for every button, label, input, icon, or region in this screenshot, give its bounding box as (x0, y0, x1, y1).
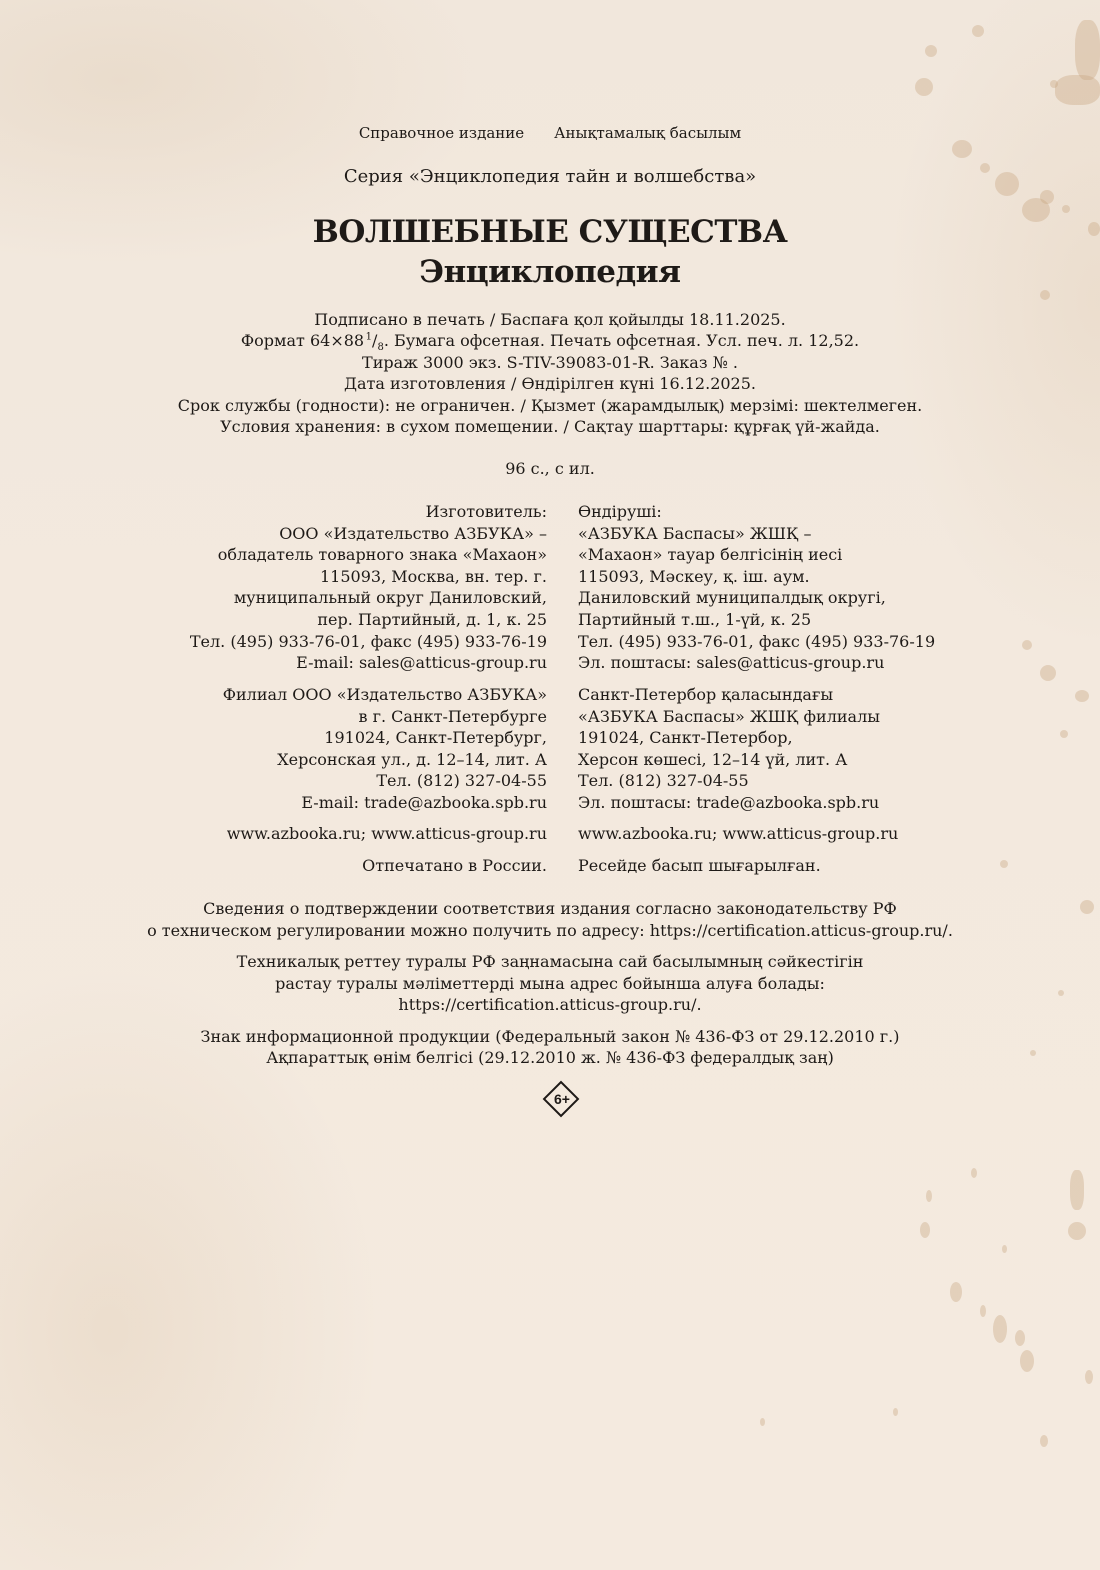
manufacturer-kz-line: «АЗБУКА Баспасы» ЖШҚ – (578, 523, 812, 543)
info-sign-kz: Ақпараттық өнім белгісі (29.12.2010 ж. № 436-ФЗ федералдық заң) (266, 1048, 834, 1067)
format-line: Формат 64×88 $^1/_8$. Бумага офсетная. Печать офсетная. Усл. печ. л. 12,52. (240, 331, 860, 354)
manufacturer-ru-line: пер. Партийный, д. 1, к. 25 (317, 609, 547, 629)
branch-ru-line: Тел. (812) 327-04-55 (376, 771, 547, 791)
branch-ru-line: Херсонская ул., д. 12–14, лит. А (277, 749, 547, 769)
branch-ru-email: E-mail: trade@azbooka.spb.ru (301, 792, 547, 812)
book-subtitle: Энциклопедия (419, 254, 681, 290)
certification-kz-line: Техникалық реттеу туралы РФ заңнамасына сай басылымның сәйкестігін (236, 952, 864, 971)
websites-kz: www.azbooka.ru; www.atticus-group.ru (578, 824, 899, 843)
manufacture-date: Дата изготовления / Өндірілген күні 16.12.2025. (343, 374, 756, 393)
book-title: ВОЛШЕБНЫЕ СУЩЕСТВА (312, 214, 788, 250)
branch-ru-line: 191024, Санкт-Петербург, (324, 728, 547, 748)
manufacturer-kz-line: Өндіруші: (578, 502, 662, 521)
manufacturer-kz (578, 501, 935, 674)
certification-kz-line: растау туралы мәліметтерді мына адрес бойынша алуға болады: (275, 974, 825, 993)
branch-ru-line: в г. Санкт-Петербурге (358, 706, 547, 726)
series-name: Серия «Энциклопедия тайн и волшебства» (343, 166, 757, 187)
format-numerator: 1 (365, 331, 373, 343)
branch-kz-email: Эл. поштасы: trade@azbooka.spb.ru (578, 792, 880, 812)
manufacturer-ru (190, 501, 547, 674)
age-rating-label: 6+ (554, 1091, 570, 1107)
manufacturer-kz-line: «Махаон» тауар белгісінің иесі (578, 545, 843, 565)
branch-kz-line: «АЗБУКА Баспасы» ЖШҚ филиалы (578, 706, 880, 726)
certification-ru-line: Сведения о подтверждении соответствия издания согласно законодательству РФ (203, 899, 897, 918)
certification-ru-line: о техническом регулировании можно получить по адресу: https://certification.atticus-group.ru/. (147, 921, 953, 940)
manufacturer-kz-line: Тел. (495) 933-76-01, факс (495) 933-76-19 (578, 631, 936, 651)
format-prefix: Формат 64×88 (240, 331, 365, 350)
certification-kz-url: https://certification.atticus-group.ru/. (398, 995, 702, 1014)
edition-type-kz: Анықтамалық басылым (554, 124, 742, 142)
printed-in-ru: Отпечатано в России. (362, 856, 547, 875)
info-sign-ru: Знак информационной продукции (Федеральный закон № 436-ФЗ от 29.12.2010 г.) (200, 1027, 900, 1046)
manufacturer-ru-line: Тел. (495) 933-76-01, факс (495) 933-76-19 (189, 631, 547, 651)
manufacturer-ru-email: E-mail: sales@atticus-group.ru (296, 653, 547, 673)
signed-to-print: Подписано в печать / Баспаға қол қойылды 18.11.2025. (314, 310, 786, 329)
format-denominator: 8 (377, 342, 384, 354)
branch-ru-line: Филиал ООО «Издательство АЗБУКА» (222, 685, 547, 704)
edition-type-line (0, 124, 1100, 142)
page-count: 96 с., с ил. (505, 459, 595, 478)
websites-ru: www.azbooka.ru; www.atticus-group.ru (226, 824, 547, 843)
edition-type-ru: Справочное издание (358, 124, 525, 142)
print-run: Тираж 3000 экз. S-TIV-39083-01-R. Заказ № . (362, 353, 738, 372)
format-suffix: . Бумага офсетная. Печать офсетная. Усл. печ. л. 12,52. (383, 331, 860, 350)
branch-kz-line: 191024, Санкт-Петербор, (578, 728, 793, 748)
branch-kz-line: Тел. (812) 327-04-55 (578, 771, 749, 791)
manufacturer-kz-email: Эл. поштасы: sales@atticus-group.ru (578, 653, 885, 673)
branch-kz (578, 684, 880, 814)
branch-kz-line: Херсон көшесі, 12–14 үй, лит. А (578, 749, 848, 769)
manufacturer-ru-line: 115093, Москва, вн. тер. г. (320, 566, 547, 586)
storage-conditions: Условия хранения: в сухом помещении. / Сақтау шарттары: құрғақ үй-жайда. (220, 417, 880, 436)
manufacturer-kz-line: Партийный т.ш., 1-үй, к. 25 (578, 609, 812, 629)
branch-kz-line: Санкт-Петербор қаласындағы (578, 685, 834, 704)
shelf-life: Срок службы (годности): не ограничен. / Қызмет (жарамдылық) мерзімі: шектелмеген. (177, 396, 923, 415)
age-rating-badge (542, 1080, 582, 1120)
manufacturer-kz-line: Даниловский муниципалдық округі, (578, 588, 886, 608)
manufacturer-kz-line: 115093, Мәскеу, қ. іш. аум. (578, 566, 810, 586)
branch-ru (223, 684, 547, 814)
printed-in-kz: Ресейде басып шығарылған. (578, 856, 821, 875)
manufacturer-ru-line: обладатель товарного знака «Махаон» (217, 545, 547, 565)
manufacturer-ru-line: ООО «Издательство АЗБУКА» – (279, 523, 547, 543)
manufacturer-ru-line: муниципальный округ Даниловский, (233, 588, 547, 608)
manufacturer-ru-line: Изготовитель: (425, 502, 547, 521)
